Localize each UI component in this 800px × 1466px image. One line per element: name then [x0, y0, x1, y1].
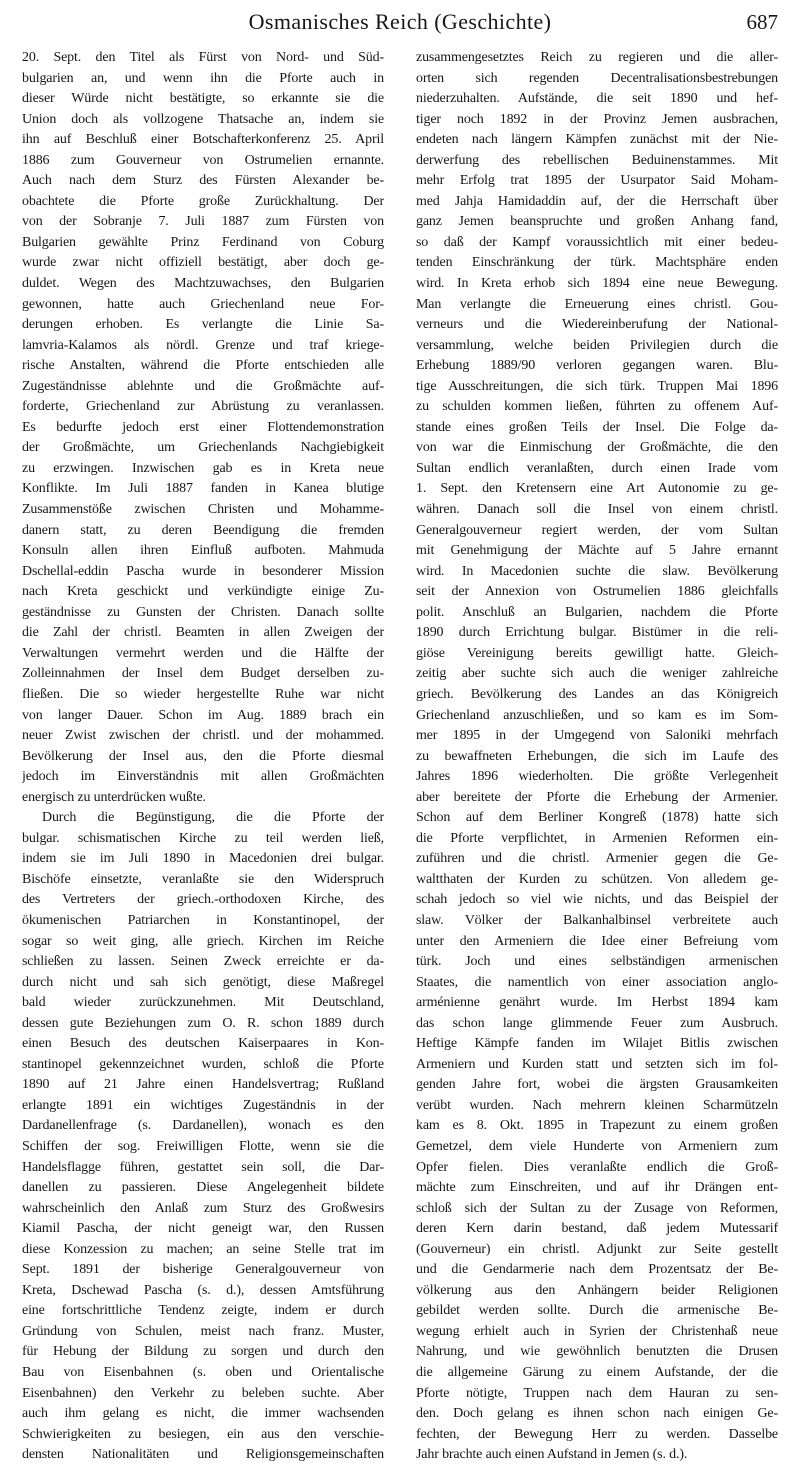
text-line: Nahrung, und wie gewöhnlich benutzten die Drusen	[416, 1344, 778, 1360]
text-line: für Hebung der Bildung zu sorgen und durch den	[22, 1344, 384, 1360]
text-line: eine fortschrittliche Tendenz zeigte, indem er durch	[22, 1303, 384, 1319]
text-line: Kiamil Pascha, der nicht geneigt war, den Russen	[22, 1221, 384, 1237]
text-line: des Vertreters der griech.-orthodoxen Kirche, des	[22, 892, 384, 908]
text-line: mer 1895 in der Umgegend von Saloniki mehrfach	[416, 728, 778, 744]
text-line: 1886 zum Gouverneur von Ostrumelien ernannte.	[22, 152, 384, 168]
text-line: 20. Sept. den Titel als Fürst von Nord- und Süd-	[22, 50, 384, 65]
text-line: der Großmächte, um Griechenlands Nachgiebigkeit	[22, 440, 384, 456]
text-line: derungen erhoben. Es verlangte die Linie Sa-	[22, 317, 384, 333]
text-line: und die Gendarmerie nach dem Prozentsatz der Be-	[416, 1262, 778, 1278]
text-line: aber bereitete der Pforte die Erhebung der Armenier.	[416, 789, 778, 805]
text-line: Jahres 1896 wiederholten. Die größte Verlegenheit	[416, 769, 778, 785]
text-line: genden Jahre fort, wobei die ärgsten Grausamkeiten	[416, 1077, 778, 1093]
text-line: ganz Jemen beanspruchte und großen Anhang fand,	[416, 214, 778, 230]
text-line: stantinopel gekennzeichnet wurden, schloß die Pforte	[22, 1056, 384, 1072]
text-line: erlangte 1891 ein wichtiges Zugeständnis in der	[22, 1097, 384, 1113]
text-line: endeten nach längern Kämpfen zunächst mit der Nie-	[416, 132, 778, 148]
text-line: derwerfung des rebellischen Beduinenstammes. Mit	[416, 152, 778, 168]
text-line: Armeniern und Kurden statt und setzten sich im fol-	[416, 1056, 778, 1072]
text-line: Man verlangte die Erneuerung eines christl. Gou-	[416, 296, 778, 312]
text-line: Pforte nötigte, Truppen nach dem Hauran zu sen-	[416, 1385, 778, 1401]
text-line: zuführen und die christl. Armenier gegen die Ge-	[416, 851, 778, 867]
text-line: Schwierigkeiten zu besiegen, ein aus den verschie-	[22, 1426, 384, 1442]
text-line: sogar so weit ging, alle griech. Kirchen im Reiche	[22, 933, 384, 949]
text-line: die allgemeine Gärung zu einem Aufstande, der die	[416, 1365, 778, 1380]
text-line: tenden Einschränkung der türk. Machtsphäre enden	[416, 255, 778, 271]
text-line: 1890 auf 21 Jahre einen Handelsvertrag; Rußland	[22, 1077, 384, 1093]
text-line: Schiffen der sog. Freiwilligen Flotte, wenn sie die	[22, 1138, 384, 1154]
text-line: dessen gute Beziehungen zum O. R. schon 1889 durch	[22, 1015, 384, 1031]
text-line: mit Genehmigung der Mächte auf 5 Jahre ernannt	[416, 543, 778, 559]
text-line: densten Nationalitäten und Religionsgemeinschaften	[22, 1447, 384, 1463]
text-line: deren Kern darin bestand, daß jedem Mutessarif	[416, 1221, 778, 1237]
text-line: fließen. Die so wieder hergestellte Ruhe war nicht	[22, 686, 384, 702]
text-line: zusammengesetztes Reich zu regieren und die aller-	[416, 50, 778, 65]
text-line: die Zahl der christl. Beamten in allen Zweigen der	[22, 625, 384, 641]
text-line: obachtete die Pforte große Zurückhaltung. Der	[22, 193, 384, 209]
text-line: wird. In Kreta erhob sich 1894 eine neue Bewegung.	[416, 276, 778, 292]
text-line: verübt wurden. Nach mehrern kleinen Scharmützeln	[416, 1097, 778, 1113]
text-line: tige Ausschreitungen, die sich türk. Truppen Mai 1896	[416, 378, 778, 394]
text-line: 1890 durch Errichtung bulgar. Bistümer in die reli-	[416, 625, 778, 641]
text-line: giöse Vereinigung bereits gewilligt hatte. Gleich-	[416, 645, 778, 661]
text-line: Zusammenstöße zwischen Christen und Mohamme-	[22, 502, 384, 518]
text-line: Sept. 1891 der bisherige Generalgouverneur von	[22, 1262, 384, 1278]
text-line: Heftige Kämpfe fanden im Wilajet Bitlis zwischen	[416, 1036, 778, 1052]
text-line: griech. Bevölkerung des Landes an das Königreich	[416, 686, 778, 702]
text-line: wegung erhielt auch in Syrien der Christenhaß neue	[416, 1323, 778, 1339]
text-line: geständnisse zu Gunsten der Christen. Danach sollte	[22, 604, 384, 620]
text-line: Bulgarien gewählte Prinz Ferdinand von Coburg	[22, 234, 384, 250]
text-line: stande eines großen Teils der Insel. Die Folge da-	[416, 419, 778, 435]
text-line: Konflikte. Im Juli 1887 fanden in Kanea blutige	[22, 481, 384, 497]
text-line: danellen zu passieren. Diese Angelegenheit bildete	[22, 1180, 384, 1196]
text-line: Bischöfe einsetzte, veranlaßte sie den Widerspruch	[22, 871, 384, 887]
right-text-column	[416, 48, 778, 1466]
text-line: Verwaltungen vermehrt werden und die Hälfte der	[22, 645, 384, 661]
text-line: Sultan endlich veranlaßten, durch einen Irade vom	[416, 460, 778, 476]
text-line: danern statt, zu deren Beendigung die fremden	[22, 522, 384, 538]
text-line: wurde zwar nicht offiziell bestätigt, aber doch ge-	[22, 255, 384, 271]
text-line: versammlung, welche beiden Privilegien durch die	[416, 337, 778, 353]
text-line: rische Anstalten, während die Pforte entschieden alle	[22, 358, 384, 374]
text-line: mächte zum Einschreiten, und auf ihr Drängen ent-	[416, 1180, 778, 1196]
text-line: Kreta, Dschewad Pascha (s. d.), dessen Amtsführung	[22, 1282, 384, 1298]
text-line: unter den Armeniern die Idee einer Befreiung vom	[416, 933, 778, 949]
text-line: von war die Einmischung der Großmächte, die den	[416, 440, 778, 456]
text-line: Bevölkerung der Insel aus, den die Pforte diesmal	[22, 748, 384, 764]
text-line: bulgar. schismatischen Kirche zu teil werden ließ,	[22, 830, 384, 846]
text-line: zu schulden kommen ließen, führten zu offenem Auf-	[416, 399, 778, 415]
page-header	[20, 2, 780, 42]
text-line: jedoch im Einverständnis mit allen Großmächten	[22, 769, 384, 785]
text-line: niederzuhalten. Aufstände, die seit 1890 und hef-	[416, 91, 778, 107]
text-line: Zolleinnahmen der Insel dem Budget derselben zu-	[22, 666, 384, 682]
text-line: arménienne genährt wurde. Im Herbst 1894 kam	[416, 995, 778, 1011]
text-line: Es bedurfte jedoch erst einer Flottendemonstration	[22, 419, 384, 435]
text-line: zu erzwingen. Inzwischen gab es in Kreta neue	[22, 460, 384, 476]
text-line: Zugeständnisse ablehnte und die Großmächte auf-	[22, 378, 384, 394]
text-line: seit der Annexion von Ostrumelien 1886 gleichfalls	[416, 584, 778, 600]
text-line: von der Sobranje 7. Juli 1887 zum Fürsten von	[22, 214, 384, 230]
text-line: Griechenland anzuschließen, und so kam es im Som-	[416, 707, 778, 723]
page-number: 687	[746, 10, 778, 34]
text-line: völkerung aus den Anhängern beider Religionen	[416, 1282, 778, 1298]
text-line: währen. Danach soll die Insel von einem christl.	[416, 502, 778, 518]
text-line: waltthaten der Kurden zu schützen. Von alledem ge-	[416, 871, 778, 887]
text-line: Union doch als vollzogene Thatsache an, indem sie	[22, 111, 384, 127]
text-line: Bau von Eisenbahnen (s. oben und Orientalische	[22, 1365, 384, 1380]
text-line: diese Konzession zu machen; an seine Stelle trat im	[22, 1241, 384, 1257]
text-line: indem sie im Juli 1890 in Macedonien drei bulgar.	[22, 851, 384, 867]
text-line: slaw. Völker der Balkanhalbinsel verbreitete auch	[416, 912, 778, 928]
text-line: Durch die Begünstigung, die die Pforte der	[42, 810, 384, 826]
text-line: Dardanellenfrage (s. Dardanellen), wonach es den	[22, 1118, 384, 1134]
text-line: wahrscheinlich den Anlaß zum Sturz des Großwesirs	[22, 1200, 384, 1216]
text-line: schließen zu lassen. Seinen Zweck erreichte er da-	[22, 954, 384, 970]
text-line: Erhebung 1889/90 verloren gegangen waren. Blu-	[416, 358, 778, 374]
text-line: Staates, die namentlich von einer association anglo-	[416, 974, 778, 990]
text-line: kam es 8. Okt. 1895 in Trapezunt zu einem großen	[416, 1118, 778, 1134]
text-line: Gemetzel, dem viele Hunderte von Armeniern zum	[416, 1138, 778, 1154]
text-line: auch ihm gelang es nicht, die immer wachsenden	[22, 1406, 384, 1422]
text-line: die Pforte verpflichtet, in Armenien Reformen ein-	[416, 830, 778, 846]
text-line: türk. Joch und eines selbständigen armenischen	[416, 954, 778, 970]
text-line: Jahr brachte auch einen Aufstand in Jemen (s. d.).	[416, 1447, 688, 1463]
text-line: polit. Anschluß an Bulgarien, nachdem die Pforte	[416, 604, 778, 620]
text-line: zu bewaffneten Erhebungen, die sich im Laufe des	[416, 748, 778, 764]
text-line: gewonnen, hatte auch Griechenland neue For-	[22, 296, 384, 312]
text-line: bald wieder zurückzunehmen. Mit Deutschland,	[22, 995, 384, 1011]
text-line: zeitig aber suchte sich auch die weniger zahlreiche	[416, 666, 778, 682]
text-line: Handelsflagge führen, gestattet sein soll, die Dar-	[22, 1159, 384, 1175]
text-line: lamvria-Kalamos als nördl. Grenze und traf kriege-	[22, 337, 384, 353]
left-text-column	[22, 48, 384, 1466]
text-line: Generalgouverneur regiert werden, der vom Sultan	[416, 522, 778, 538]
text-line: bulgarien an, und wenn ihn die Pforte auch in	[22, 70, 384, 86]
text-line: mehr Erfolg trat 1895 der Usurpator Said Moham-	[416, 173, 778, 189]
text-line: Schon auf dem Berliner Kongreß (1878) hatte sich	[416, 810, 778, 826]
text-line: schah jedoch so viel wie nichts, und das Beispiel der	[416, 892, 778, 908]
text-line: tiger noch 1892 in der Provinz Jemen ausbrachen,	[416, 111, 778, 127]
text-line: Eisenbahnen) den Verkehr zu beleben suchte. Aber	[22, 1385, 384, 1401]
running-title: Osmanisches Reich (Geschichte)	[248, 9, 552, 34]
text-line: so daß der Kampf voraussichtlich mit einer bedeu-	[416, 234, 778, 250]
text-line: nach Kreta geschickt und verkündigte einige Zu-	[22, 584, 384, 600]
text-line: ökumenischen Patriarchen in Konstantinopel, der	[22, 912, 384, 928]
text-line: wird. In Macedonien suchte die slaw. Bevölkerung	[416, 563, 778, 579]
text-line: neuer Zwist zwischen der christl. und der mohammed.	[22, 728, 384, 744]
text-line: Gründung von Schulen, meist nach franz. Muster,	[22, 1323, 384, 1339]
text-line: schloß sich der Sultan zu der Zusage von Reformen,	[416, 1200, 778, 1216]
text-line: den. Doch gelang es ihnen schon nach einigen Ge-	[416, 1406, 778, 1422]
text-line: verneurs und die Wiedereinberufung der National-	[416, 317, 778, 333]
text-line: das schon lange glimmende Feuer zum Ausbruch.	[416, 1015, 778, 1031]
text-line: Dschellal-eddin Pascha wurde in besonderer Mission	[22, 563, 384, 579]
text-line: Konsuln allen ihren Einfluß aufboten. Mahmuda	[22, 543, 384, 559]
text-line: orten sich regenden Decentralisationsbestrebungen	[416, 70, 778, 86]
text-line: med Jahja Hamidaddin auf, der die Herrschaft über	[416, 193, 778, 209]
text-line: einen Besuch des deutschen Kaiserpaares in Kon-	[22, 1036, 384, 1052]
text-line: (Gouverneur) ein christl. Adjunkt zur Seite gestellt	[416, 1241, 778, 1257]
text-line: duldet. Wegen des Machtzuwachses, den Bulgarien	[22, 276, 384, 292]
text-line: forderte, Griechenland zur Abrüstung zu veranlassen.	[22, 399, 384, 415]
text-line: dieser Würde nicht bestätigte, so erkannte sie die	[22, 91, 384, 107]
text-line: energisch zu unterdrücken wußte.	[22, 789, 206, 805]
text-line: 1. Sept. den Kretensern eine Art Autonomie zu ge-	[416, 481, 778, 497]
text-line: ihn auf Beschluß einer Botschafterkonferenz 25. April	[22, 132, 384, 148]
text-line: Opfer fielen. Dies veranlaßte endlich die Groß-	[416, 1159, 778, 1175]
text-line: von langer Dauer. Schon im Aug. 1889 brach ein	[22, 707, 384, 723]
text-line: Auch nach dem Sturz des Fürsten Alexander be-	[22, 173, 384, 189]
text-line: fechten, der Bewegung Herr zu werden. Dasselbe	[416, 1426, 778, 1442]
text-line: gebildet werden sollte. Durch die armenische Be-	[416, 1303, 778, 1319]
text-line: durch nicht und sah sich genötigt, diese Maßregel	[22, 974, 384, 990]
